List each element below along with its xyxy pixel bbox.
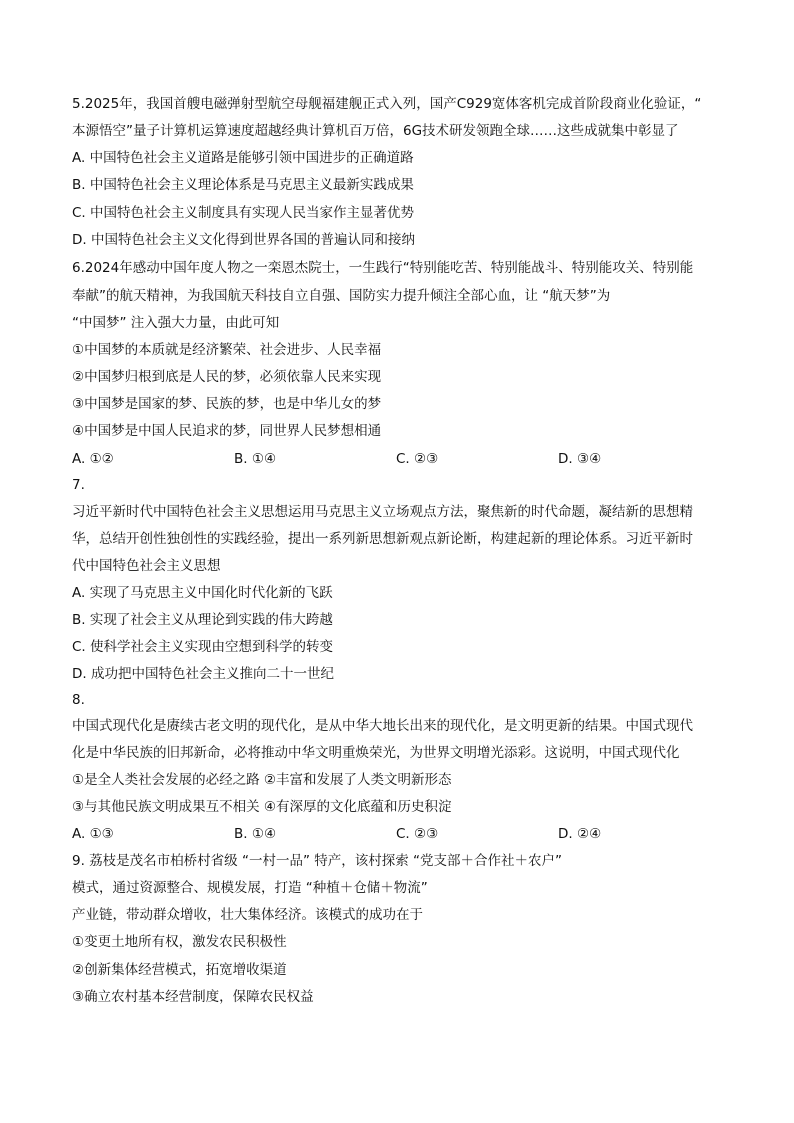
q8-choices [72, 824, 722, 844]
q8-statements-line-1: ①是全人类社会发展的必经之路 ②丰富和发展了人类文明新形态 [72, 772, 452, 788]
q5-option-c: C. 中国特色社会主义制度具有实现人民当家作主显著优势 [72, 205, 415, 221]
q6-choice-b: B. ①④ [234, 451, 277, 467]
q8-choice-b: B. ①④ [234, 826, 277, 842]
q9-stem-line-2: 模式，通过资源整合、规模发展，打造 “种植＋仓储＋物流” [72, 880, 428, 896]
q9-statement-3: ③确立农村基本经营制度，保障农民权益 [72, 989, 314, 1005]
q6-statement-4: ④中国梦是中国人民追求的梦，同世界人民梦想相通 [72, 423, 382, 439]
q8-stem-line-1: 中国式现代化是赓续古老文明的现代化，是从中华大地长出来的现代化，是文明更新的结果。中国式现代 [72, 718, 693, 734]
q9-statement-2: ②创新集体经营模式，拓宽增收渠道 [72, 962, 287, 978]
q9-stem-line-1: 9. 荔枝是茂名市柏桥村省级 “一村一品” 特产，该村探索 “党支部＋合作社＋农户” [72, 853, 563, 869]
q7-number: 7. [72, 477, 85, 493]
q5-stem-line-1: 5.2025年，我国首艘电磁弹射型航空母舰福建舰正式入列，国产C929宽体客机完成首阶段商业化验证，“ [72, 96, 702, 112]
q8-stem-line-2: 化是中华民族的旧邦新命，必将推动中华文明重焕荣光，为世界文明增光添彩。这说明，中国式现代化 [72, 745, 680, 761]
q5-option-d: D. 中国特色社会主义文化得到世界各国的普遍认同和接纳 [72, 232, 415, 248]
q8-number: 8. [72, 692, 85, 708]
q8-choice-c: C. ②③ [396, 826, 439, 842]
q6-choices [72, 449, 722, 469]
q6-statement-1: ①中国梦的本质就是经济繁荣、社会进步、人民幸福 [72, 342, 382, 358]
q7-option-c: C. 使科学社会主义实现由空想到科学的转变 [72, 639, 334, 655]
q6-statement-3: ③中国梦是国家的梦、民族的梦，也是中华儿女的梦 [72, 396, 382, 412]
q8-choice-d: D. ②④ [558, 826, 602, 842]
q7-stem-line-2: 华，总结开创性独创性的实践经验，提出一系列新思想新观点新论断，构建起新的理论体系。习近平新时 [72, 531, 693, 547]
q7-stem-line-3: 代中国特色社会主义思想 [72, 558, 221, 574]
q6-statement-2: ②中国梦归根到底是人民的梦，必须依靠人民来实现 [72, 369, 382, 385]
q7-option-a: A. 实现了马克思主义中国化时代化新的飞跃 [72, 585, 333, 601]
q6-choice-a: A. ①② [72, 451, 114, 467]
q6-stem-line-2: 奉献”的航天精神，为我国航天科技自立自强、国防实力提升倾注全部心血，让 “航天梦”为 [72, 288, 611, 304]
q5-option-b: B. 中国特色社会主义理论体系是马克思主义最新实践成果 [72, 177, 414, 193]
q6-choice-d: D. ③④ [558, 451, 602, 467]
q9-stem-line-3: 产业链，带动群众增收，壮大集体经济。该模式的成功在于 [72, 907, 423, 923]
q8-choice-a: A. ①③ [72, 826, 114, 842]
q6-stem-line-3: “中国梦” 注入强大力量，由此可知 [72, 315, 280, 331]
q7-option-b: B. 实现了社会主义从理论到实践的伟大跨越 [72, 612, 333, 628]
q7-stem-line-1: 习近平新时代中国特色社会主义思想运用马克思主义立场观点方法，聚焦新的时代命题，凝结新的思想精 [72, 504, 693, 520]
q6-choice-c: C. ②③ [396, 451, 439, 467]
q6-stem-line-1: 6.2024年感动中国年度人物之一栾恩杰院士，一生践行“特别能吃苦、特别能战斗、特别能攻关、特别能 [72, 260, 694, 276]
q8-statements-line-2: ③与其他民族文明成果互不相关 ④有深厚的文化底蕴和历史积淀 [72, 799, 452, 815]
q7-option-d: D. 成功把中国特色社会主义推向二十一世纪 [72, 666, 334, 682]
q5-stem-line-2: 本源悟空”量子计算机运算速度超越经典计算机百万倍，6G技术研发领跑全球……这些成就集中彰显了 [72, 123, 679, 139]
q9-statement-1: ①变更土地所有权，激发农民积极性 [72, 934, 287, 950]
q5-option-a: A. 中国特色社会主义道路是能够引领中国进步的正确道路 [72, 150, 414, 166]
